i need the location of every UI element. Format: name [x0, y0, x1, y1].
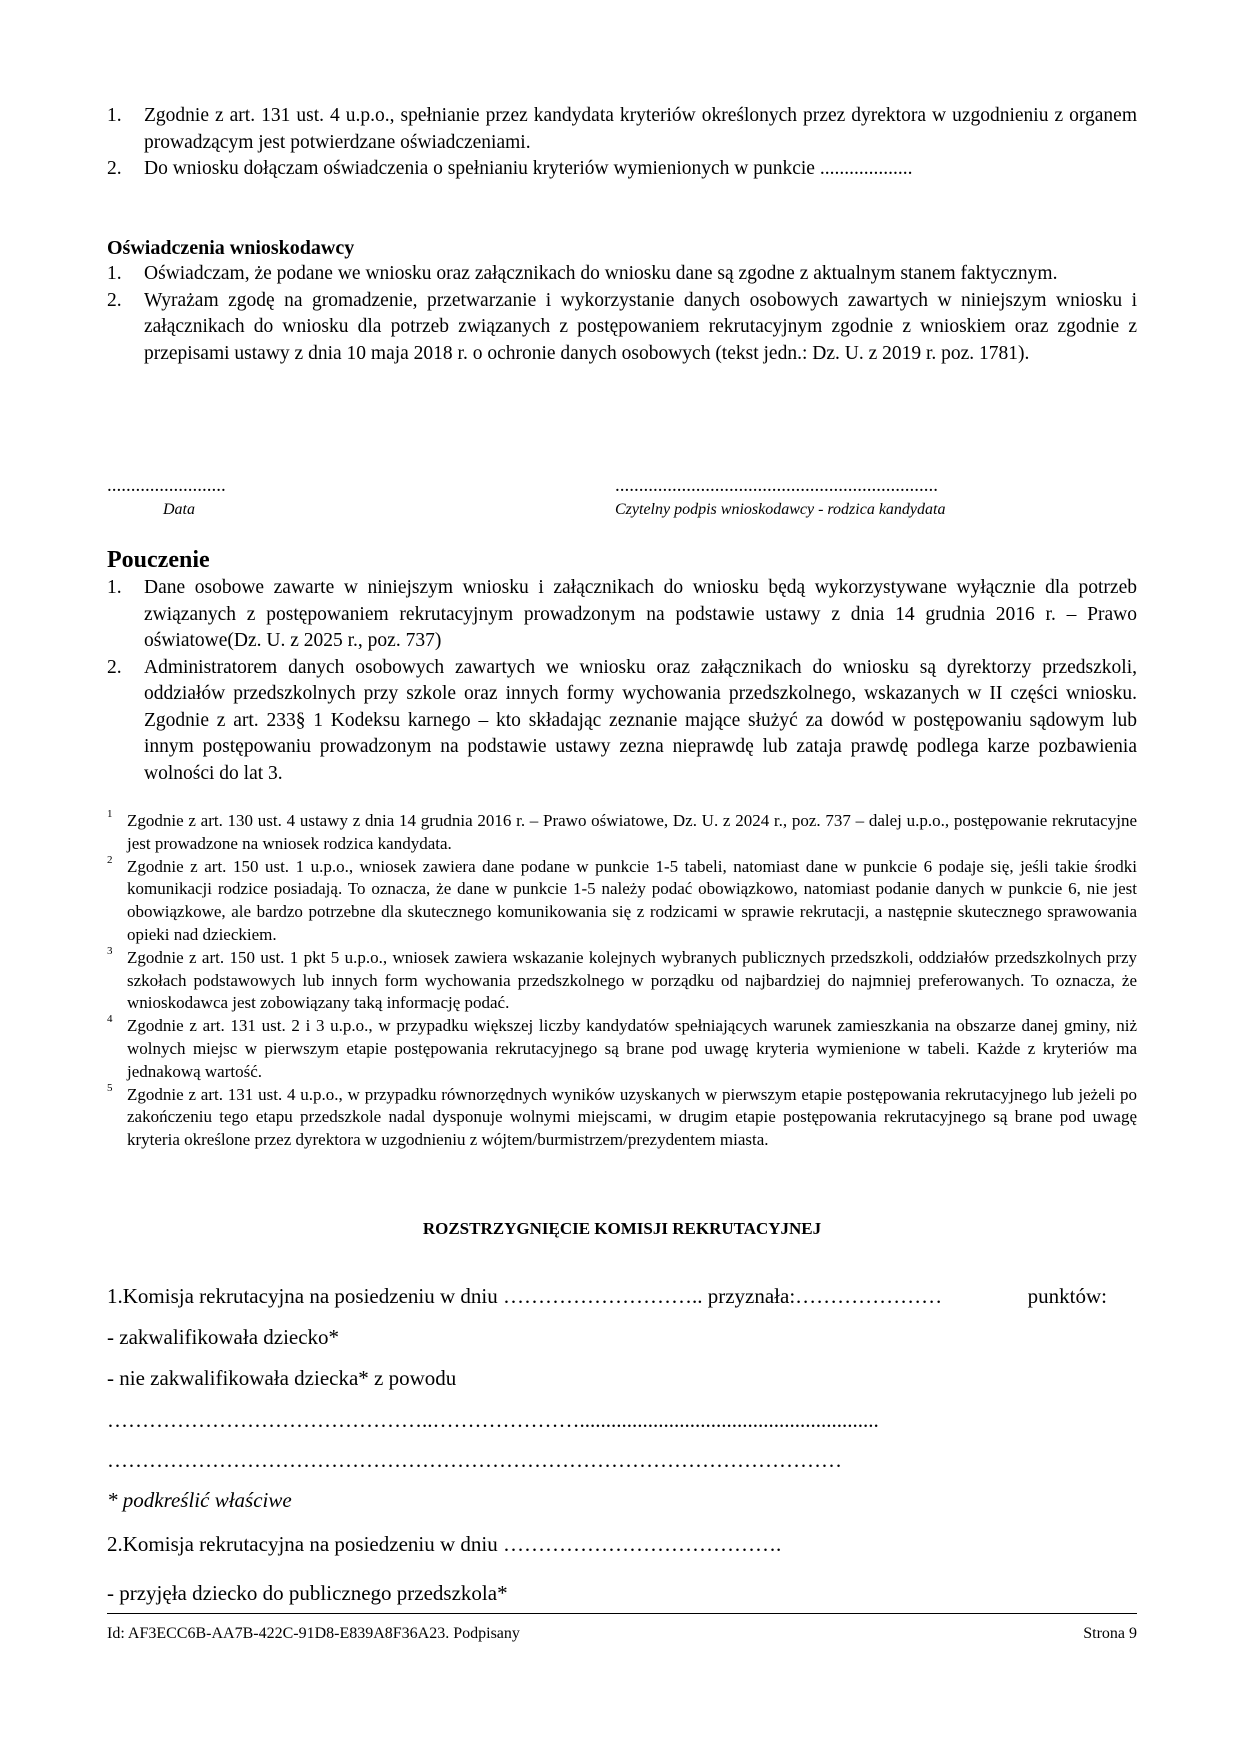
commission-line-points-unit: punktów:: [1027, 1284, 1107, 1308]
list-item: [107, 261, 1137, 288]
list-item-text: Oświadczam, że podane we wniosku oraz załącznikach do wniosku dane są zgodne z aktualnym stanem faktycznym.: [144, 263, 1058, 284]
footnote-number: 4: [107, 1013, 113, 1026]
footnote-text: Zgodnie z art. 130 ust. 4 ustawy z dnia 14 grudnia 2016 r. – Prawo oświatowe, Dz. U. z 2024 r., poz. 737 – dalej u.p.o., postępowanie rekrutacyjne jest prowadzone na wniosek rodzica kandydata.: [127, 811, 1137, 853]
notice-list: [107, 575, 1137, 787]
declarations-heading: Oświadczenia wnioskodawcy: [107, 237, 355, 259]
footnotes: [107, 810, 1137, 1152]
footnote-number: 3: [107, 944, 113, 957]
footnote: [107, 853, 1137, 947]
list-item-text: Administratorem danych osobowych zawartych we wniosku oraz załącznikach do wniosku są dyrektorzy przedszkoli, oddziałów przedszkolnych przy szkole oraz innych formy wychowania przedszkolnego, wskazanych w II części wniosku. Zgodnie z art. 233§ 1 Kodeksu karnego – kto składając zeznanie mające służyć za dowód w postępowaniu sądowym lub innym postępowaniu prowadzonym na podstawie ustawy zezna nieprawdę lub zataja prawdę podlega karze pozbawienia wolności do lat 3.: [144, 656, 1137, 784]
footnote: [107, 810, 1137, 856]
footnote-text: Zgodnie z art. 131 ust. 2 i 3 u.p.o., w przypadku większej liczby kandydatów spełniających warunek zamieszkania na obszarze danej gminy, niż wolnych miejsc w pierwszym etapie postępowania rekrutacyjnego są brane pod uwagę kryteria wymienione w tabeli. Każde z kryteriów ma jednakową wartość.: [127, 1016, 1137, 1081]
notice-heading: Pouczenie: [107, 547, 210, 573]
reason-field-1[interactable]: ………………………………………..………………….........................................................: [107, 1408, 879, 1432]
footnote-number: 5: [107, 1081, 113, 1094]
commission-line-date[interactable]: 2.Komisja rekrutacyjna na posiedzeniu w dniu ………………………………….: [107, 1532, 782, 1556]
list-item-number: 2.: [107, 289, 122, 311]
date-field[interactable]: .........................: [107, 475, 226, 496]
footnote-text: Zgodnie z art. 150 ust. 1 u.p.o., wniosek zawiera dane podane w punkcie 1-5 tabeli, natomiast dane w punkcie 6 podaje się, jeśli takie środki komunikacji rodzice posiadają. To oznacza, że dane w punkcie 1-5 należy podać obowiązkowo, natomiast podanie danych w punkcie 6, nie jest obowiązkowe, ale bardzo potrzebne dla skutecznego komunikowania się z rodzicami w sprawie rekrutacji, a następnie skutecznego sprawowania opieki nad dzieckiem.: [127, 856, 1137, 944]
list-item-number: 1.: [107, 263, 122, 284]
commission-line-points-text[interactable]: 1.Komisja rekrutacyjna na posiedzeniu w dniu ……………………….. przyznała:…………………: [107, 1284, 943, 1308]
footnote: [107, 1015, 1137, 1083]
list-item-text: Zgodnie z art. 131 ust. 4 u.p.o., spełnianie przez kandydata kryteriów określonych przez dyrektora w uzgodnieniu z organem prowadzącym jest potwierdzane oświadczeniami.: [144, 105, 1137, 153]
list-item-text: Do wniosku dołączam oświadczenia o spełnianiu kryteriów wymienionych w punkcie ...................: [144, 158, 913, 179]
commission-option-not-qualified[interactable]: - nie zakwalifikowała dziecka* z powodu: [107, 1366, 457, 1390]
list-item-number: 1.: [107, 577, 122, 598]
underline-note: * podkreślić właściwe: [107, 1488, 292, 1512]
list-item-text: Dane osobowe zawarte w niniejszym wniosku i załącznikach do wniosku będą wykorzystywane wyłącznie dla potrzeb związanych z postępowaniem rekrutacyjnym prowadzonym na podstawie ustawy z dnia 14 grudnia 2016 r. – Prawo oświatowe(Dz. U. z 2025 r., poz. 737): [144, 577, 1137, 651]
commission-line-points: [107, 1283, 1107, 1309]
reason-field-2[interactable]: ……………………………………………………………………………………………: [107, 1448, 842, 1472]
commission-title: ROZSTRZYGNIĘCIE KOMISJI REKRUTACYJNEJ: [422, 1219, 822, 1238]
list-item-number: 1.: [107, 105, 122, 126]
list-item-text: Wyrażam zgodę na gromadzenie, przetwarzanie i wykorzystanie danych osobowych zawartych w niniejszym wniosku i załącznikach do wniosku dla potrzeb związanych z postępowaniem rekrutacyjnym zgodnie z wnioskiem oraz zgodnie z przepisami ustawy z dnia 10 maja 2018 r. o ochronie danych osobowych (tekst jedn.: Dz. U. z 2019 r. poz. 1781).: [144, 289, 1137, 364]
footer-document-id: Id: AF3ECC6B-AA7B-422C-91D8-E839A8F36A23. Podpisany: [107, 1625, 520, 1642]
commission-option-qualified[interactable]: - zakwalifikowała dziecko*: [107, 1325, 340, 1349]
list-item: [107, 575, 1137, 655]
date-label: Data: [163, 501, 195, 518]
signature-label: Czytelny podpis wnioskodawcy - rodzica kandydata: [615, 501, 946, 518]
list-item: [107, 288, 1137, 368]
commission-option-admitted[interactable]: - przyjęła dziecko do publicznego przedszkola*: [107, 1581, 508, 1605]
footnote-text: Zgodnie z art. 131 ust. 4 u.p.o., w przypadku równorzędnych wyników uzyskanych w pierwszym etapie postępowania rekrutacyjnego lub jeżeli po zakończeniu tego etapu przedszkole nadal dysponuje wolnymi miejscami, w drugim etapie postępowania rekrutacyjnego są brane pod uwagę kryteria określone przez dyrektora w uzgodnieniu z wójtem/burmistrzem/prezydentem miasta.: [127, 1084, 1137, 1150]
footnote-text: Zgodnie z art. 150 ust. 1 pkt 5 u.p.o., wniosek zawiera wskazanie kolejnych wybranych publicznych przedszkoli, oddziałów przedszkolnych przy szkołach podstawowych lub innych form wychowania przedszkolnego w porządku od najbardziej do najmniej preferowanych. To oznacza, że wnioskodawca jest zobowiązany taką informację podać.: [127, 947, 1137, 1013]
declarations-list: [107, 261, 1137, 367]
document-page: [107, 0, 1137, 1753]
footer-divider: [107, 1613, 1137, 1614]
footnote: [107, 1081, 1137, 1152]
footnote-number: 1: [107, 808, 113, 820]
signature-field[interactable]: ....................................................................: [615, 475, 938, 496]
list-item: [107, 156, 1137, 183]
list-item-number: 2.: [107, 158, 122, 179]
footer-page-number: Strona 9: [1083, 1625, 1137, 1642]
list-item: [107, 655, 1137, 788]
criteria-notes-list: [107, 103, 1137, 183]
list-item-number: 2.: [107, 656, 122, 678]
footnote: [107, 944, 1137, 1015]
list-item: [107, 103, 1137, 156]
footnote-number: 2: [107, 853, 113, 866]
